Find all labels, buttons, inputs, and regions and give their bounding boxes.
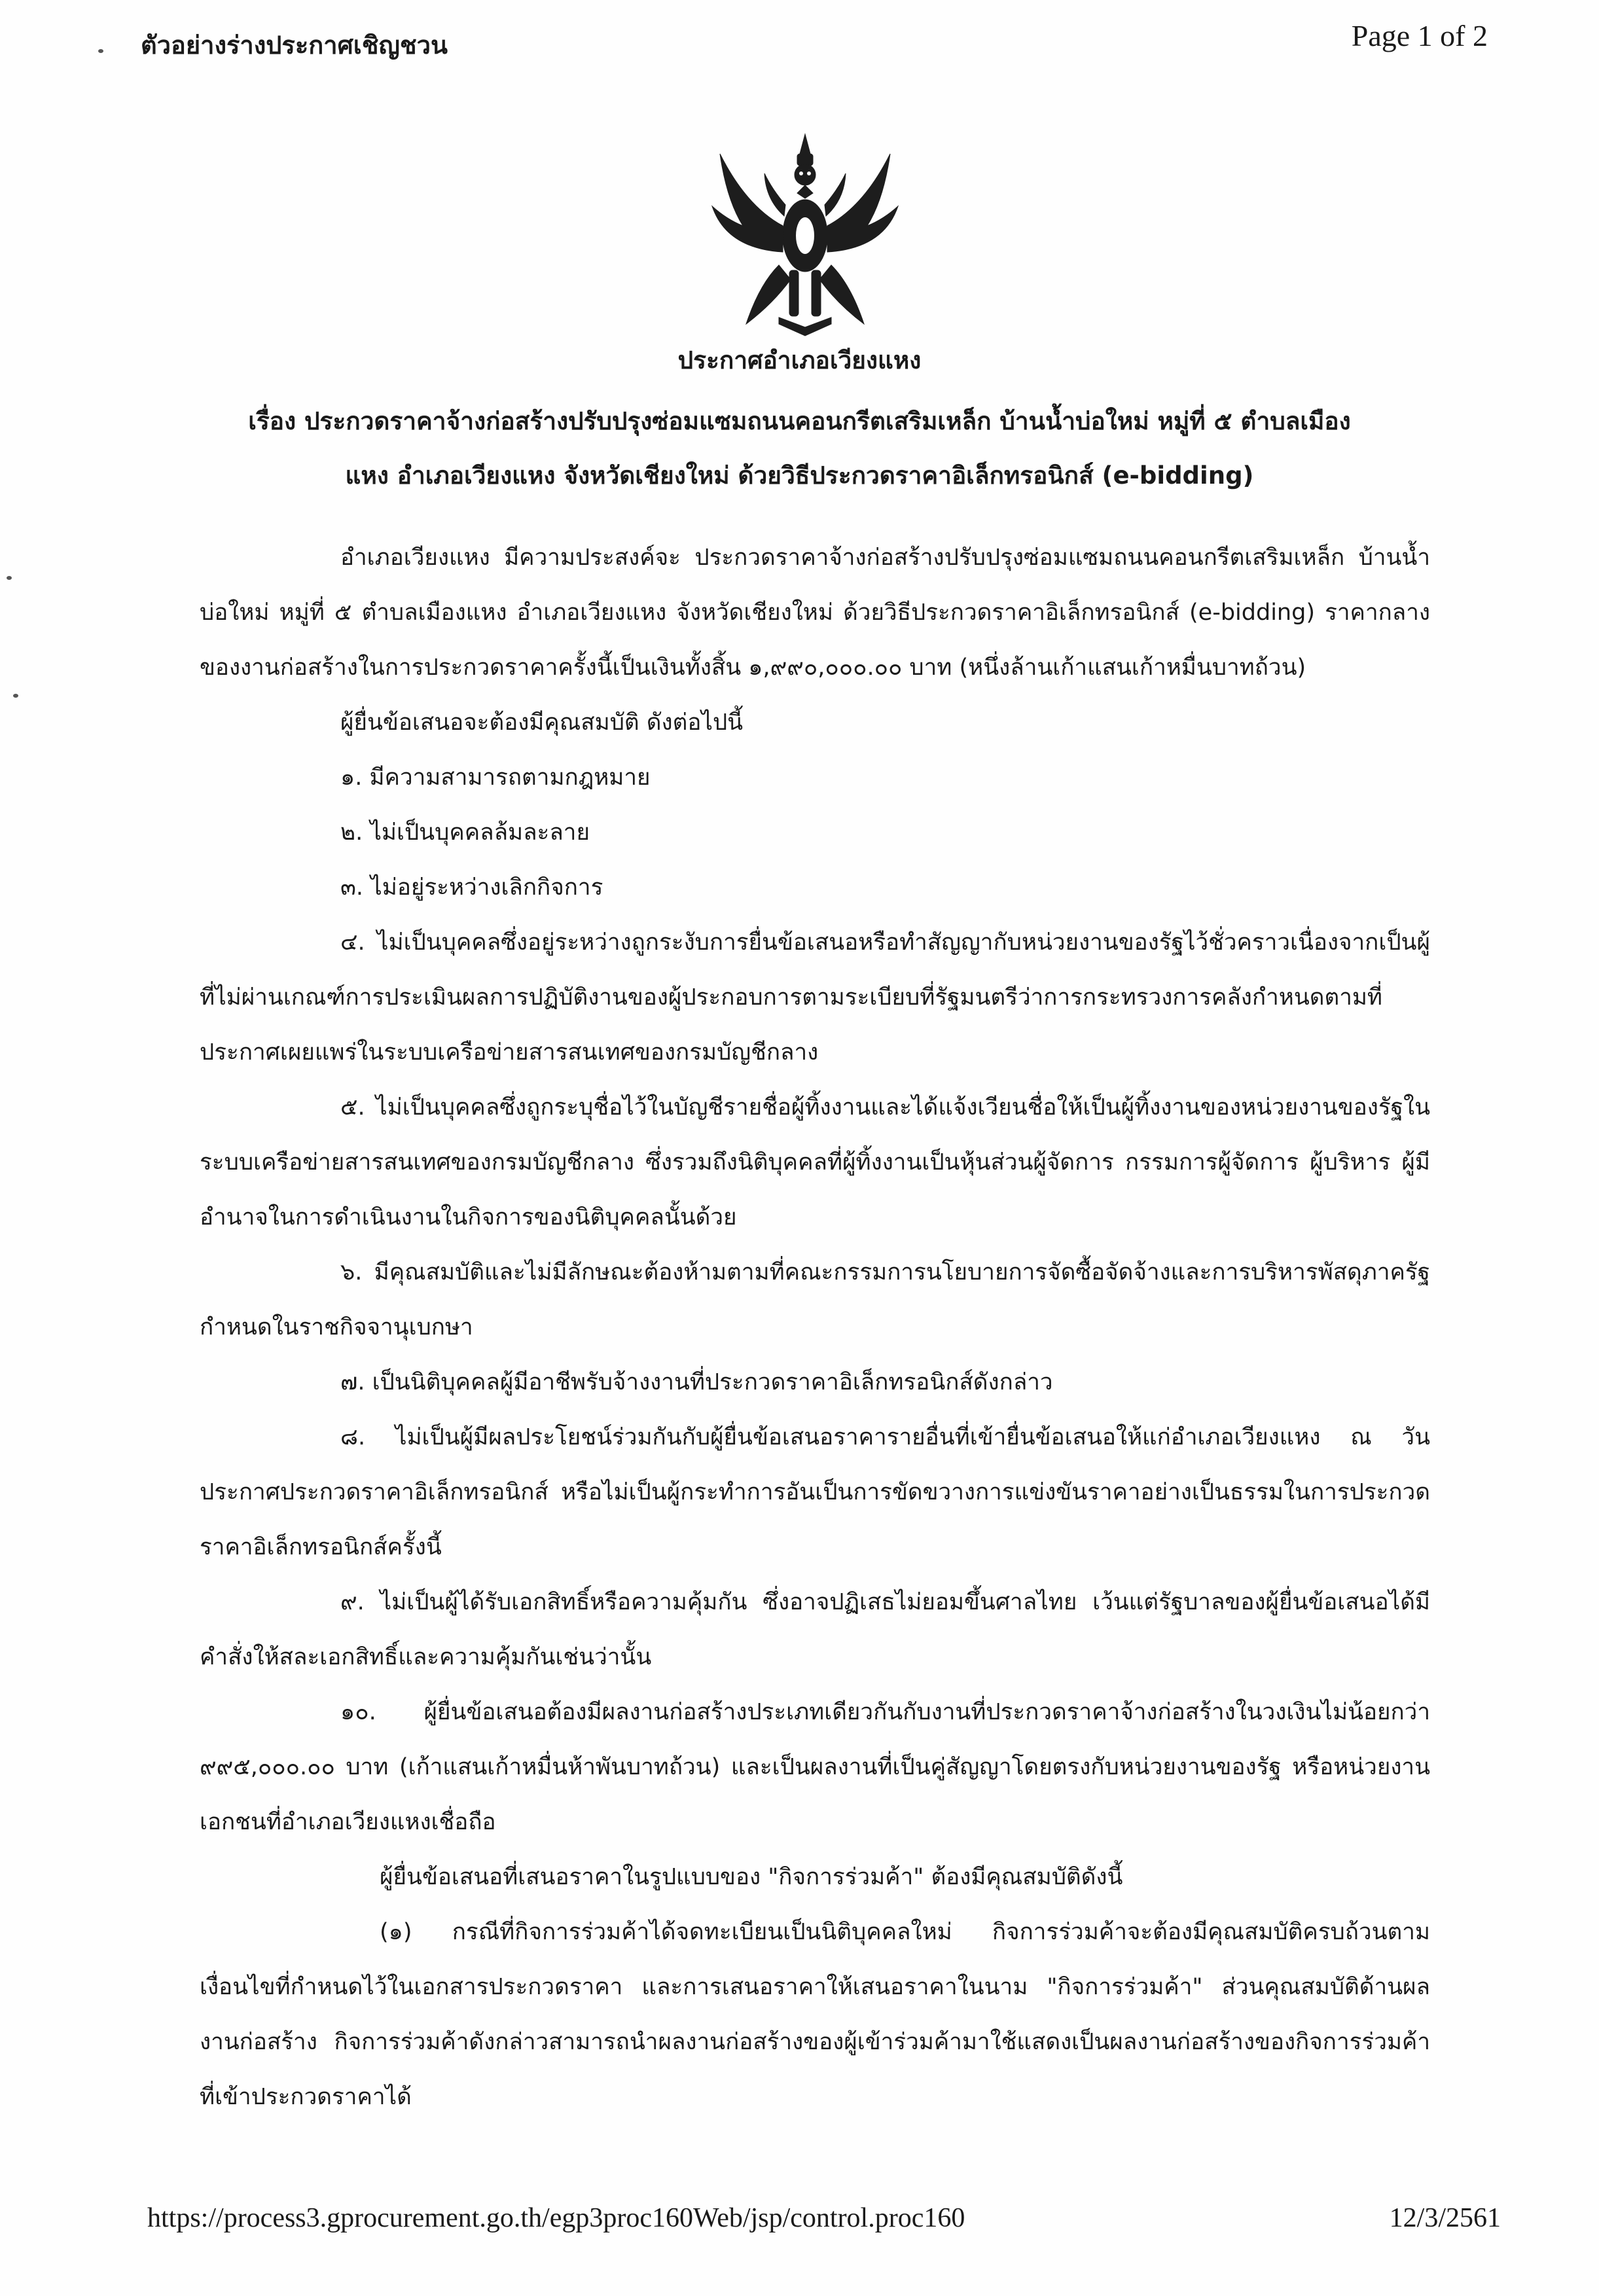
subject-line-2: แหง อำเภอเวียงแหง จังหวัดเชียงใหม่ ด้วยวิธีประกวดราคาอิเล็กทรอนิกส์ (e-bidding) — [345, 461, 1254, 490]
qualification-item-7: ๗. เป็นนิติบุคคลผู้มีอาชีพรับจ้างงานที่ประกวดราคาอิเล็กทรอนิกส์ดังกล่าว — [340, 1369, 1053, 1395]
page-number: Page 1 of 2 — [1351, 19, 1488, 52]
qualification-item-10: ๑๐. ผู้ยื่นข้อเสนอต้องมีผลงานก่อสร้างประเภทเดียวกันกับงานที่ประกวดราคาจ้างก่อสร้างในวงเงินไม่น้อยกว่า ๙๙๕,๐๐๐.๐๐ บาท (เก้าแสนเก้าหมื่นห้าพันบาทถ้วน) และเป็นผลงานที่เป็นคู่สัญญาโดยตรงกับหน่วยงานของรัฐ หรือหน่วยงานเอกชนที่อำเภอเวียงแหงเชื่อถือ — [200, 1699, 1430, 1835]
document-body — [200, 530, 1430, 2125]
draft-label: ตัวอย่างร่างประกาศเชิญชวน — [141, 31, 448, 60]
scan-speck — [98, 49, 103, 53]
qualification-item-3: ๓. ไม่อยู่ระหว่างเลิกกิจการ — [340, 874, 603, 901]
print-date: 12/3/2561 — [1389, 2203, 1501, 2233]
qualification-item-6: ๖. มีคุณสมบัติและไม่มีลักษณะต้องห้ามตามที่คณะกรรมการนโยบายการจัดซื้อจัดจ้างและการบริหารพัสดุภาครัฐกำหนดในราชกิจจานุเบกษา — [200, 1259, 1430, 1340]
intro-paragraph: อำเภอเวียงแหง มีความประสงค์จะ ประกวดราคาจ้างก่อสร้างปรับปรุงซ่อมแซมถนนคอนกรีตเสริมเหล็ก บ้านน้ำบ่อใหม่ หมู่ที่ ๕ ตำบลเมืองแหง อำเภอเวียงแหง จังหวัดเชียงใหม่ ด้วยวิธีประกวดราคาอิเล็กทรอนิกส์ (e-bidding) ราคากลางของงานก่อสร้างในการประกวดราคาครั้งนี้เป็นเงินทั้งสิ้น ๑,๙๙๐,๐๐๐.๐๐ บาท (หนึ่งล้านเก้าแสนเก้าหมื่นบาทถ้วน) — [200, 545, 1430, 681]
scan-speck — [13, 694, 18, 698]
qualification-item-4: ๔. ไม่เป็นบุคคลซึ่งอยู่ระหว่างถูกระงับการยื่นข้อเสนอหรือทำสัญญากับหน่วยงานของรัฐไว้ชั่วคราวเนื่องจากเป็นผู้ที่ไม่ผ่านเกณฑ์การประเมินผลการปฏิบัติงานของผู้ประกอบการตามระเบียบที่รัฐมนตรีว่าการกระทรวงการคลังกำหนดตามที่ประกาศเผยแพร่ในระบบเครือข่ายสารสนเทศของกรมบัญชีกลาง — [200, 929, 1430, 1066]
source-url: https://process3.gprocurement.go.th/egp3proc160Web/jsp/control.proc160 — [147, 2203, 965, 2233]
subject-line-1: เรื่อง ประกวดราคาจ้างก่อสร้างปรับปรุงซ่อมแซมถนนคอนกรีตเสริมเหล็ก บ้านน้ำบ่อใหม่ หมู่ที่ ๕ ตำบลเมือง — [248, 407, 1351, 435]
garuda-emblem-icon — [707, 128, 903, 344]
qualification-item-5: ๕. ไม่เป็นบุคคลซึ่งถูกระบุชื่อไว้ในบัญชีรายชื่อผู้ทิ้งงานและได้แจ้งเวียนชื่อให้เป็นผู้ทิ้งงานของหน่วยงานของรัฐในระบบเครือข่ายสารสนเทศของกรมบัญชีกลาง ซึ่งรวมถึงนิติบุคคลที่ผู้ทิ้งงานเป็นหุ้นส่วนผู้จัดการ กรรมการผู้จัดการ ผู้บริหาร ผู้มีอำนาจในการดำเนินงานในกิจการของนิติบุคคลนั้นด้วย — [200, 1094, 1430, 1230]
qualification-item-9: ๙. ไม่เป็นผู้ได้รับเอกสิทธิ์หรือความคุ้มกัน ซึ่งอาจปฏิเสธไม่ยอมขึ้นศาลไทย เว้นแต่รัฐบาลของผู้ยื่นข้อเสนอได้มีคำสั่งให้สละเอกสิทธิ์และความคุ้มกันเช่นว่านั้น — [200, 1589, 1430, 1670]
announcement-title: ประกาศอำเภอเวียงแหง — [677, 346, 922, 374]
joint-venture-item-1: (๑) กรณีที่กิจการร่วมค้าได้จดทะเบียนเป็นนิติบุคคลใหม่ กิจการร่วมค้าจะต้องมีคุณสมบัติครบถ้วนตามเงื่อนไขที่กำหนดไว้ในเอกสารประกวดราคา และการเสนอราคาให้เสนอราคาในนาม "กิจการร่วมค้า" ส่วนคุณสมบัติด้านผลงานก่อสร้าง กิจการร่วมค้าดังกล่าวสามารถนำผลงานก่อสร้างของผู้เข้าร่วมค้ามาใช้แสดงเป็นผลงานก่อสร้างของกิจการร่วมค้าที่เข้าประกวดราคาได้ — [200, 1919, 1430, 2110]
scan-speck — [7, 576, 12, 580]
qualification-item-2: ๒. ไม่เป็นบุคคลล้มละลาย — [340, 819, 590, 846]
qualification-item-1: ๑. มีความสามารถตามกฎหมาย — [340, 764, 651, 791]
qualification-heading: ผู้ยื่นข้อเสนอจะต้องมีคุณสมบัติ ดังต่อไปนี้ — [340, 709, 744, 736]
joint-venture-heading: ผู้ยื่นข้อเสนอที่เสนอราคาในรูปแบบของ "กิจการร่วมค้า" ต้องมีคุณสมบัติดังนี้ — [380, 1864, 1123, 1890]
qualification-item-8: ๘. ไม่เป็นผู้มีผลประโยชน์ร่วมกันกับผู้ยื่นข้อเสนอราคารายอื่นที่เข้ายื่นข้อเสนอให้แก่อำเภอเวียงแหง ณ วันประกาศประกวดราคาอิเล็กทรอนิกส์ หรือไม่เป็นผู้กระทำการอันเป็นการขัดขวางการแข่งขันราคาอย่างเป็นธรรมในการประกวดราคาอิเล็กทรอนิกส์ครั้งนี้ — [200, 1424, 1430, 1560]
